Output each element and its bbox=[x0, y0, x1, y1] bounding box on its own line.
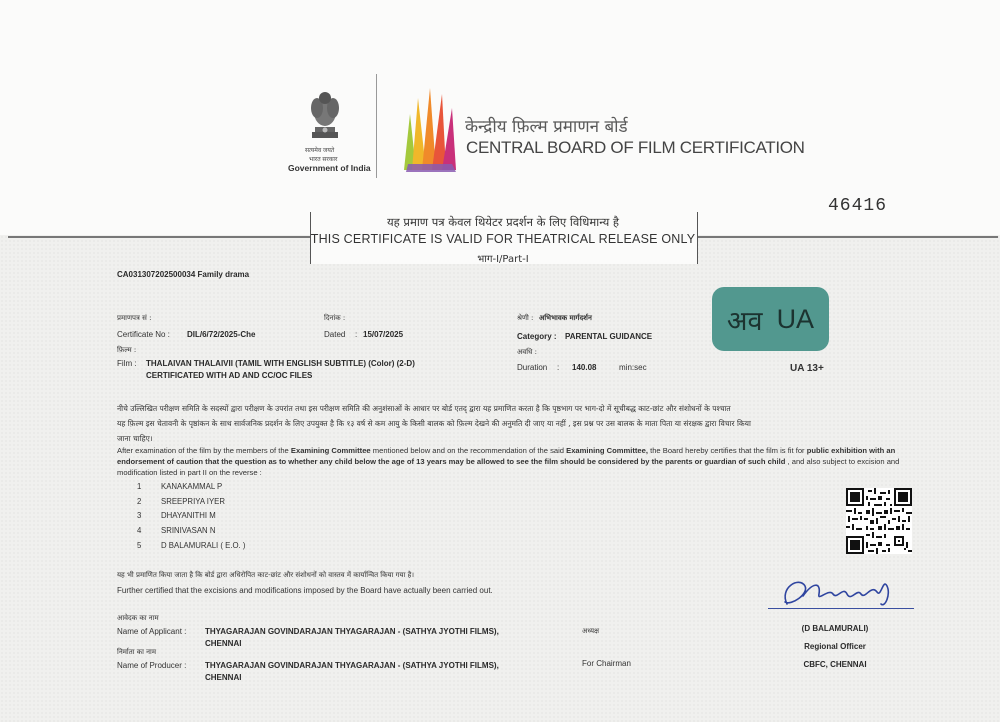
duration-separator: : bbox=[557, 363, 560, 372]
applicant-label-hindi: आवेदक का नाम bbox=[117, 614, 159, 622]
application-reference: CA031307202500034 Family drama bbox=[117, 270, 250, 279]
part-label: भाग-I/Part-I bbox=[477, 254, 529, 265]
govt-english-label: Government of India bbox=[288, 163, 371, 173]
signature-line bbox=[768, 608, 914, 609]
officer-title: Regional Officer bbox=[804, 642, 866, 651]
category-value-hindi: अभिभावक मार्गदर्शन bbox=[539, 314, 592, 322]
date-label-hindi: दिनांक : bbox=[324, 314, 346, 322]
further-certified-hindi: यह भी प्रमाणित किया जाता है कि बोर्ड द्वारा अधिरोपित काट-छांट और संशोधनों को वास्तव में कार्यान्वित किया गया है। bbox=[117, 571, 415, 579]
emblem-motto: सत्यमेव जयते bbox=[305, 148, 335, 154]
certificate-no-label: Certificate No : bbox=[117, 330, 170, 339]
further-certified-english: Further certified that the excisions and modifications imposed by the Board have actually been carried out. bbox=[117, 586, 493, 595]
applicant-name-line1: THYAGARAJAN GOVINDARAJAN THYAGARAJAN - (SATHYA JYOTHI FILMS), bbox=[205, 627, 499, 636]
applicant-label: Name of Applicant : bbox=[117, 627, 187, 636]
rating-age: UA 13+ bbox=[790, 363, 824, 374]
producer-name-line1: THYAGARAJAN GOVINDARAJAN THYAGARAJAN - (SATHYA JYOTHI FILMS), bbox=[205, 661, 499, 670]
film-label-hindi: फ़िल्म : bbox=[117, 346, 137, 354]
committee-member: 4 SRINIVASAN N bbox=[137, 526, 216, 536]
rating-code: UA bbox=[776, 303, 815, 334]
validity-text-hindi: यह प्रमाण पत्र केवल थियेटर प्रदर्शन के लिए विधिमान्य है bbox=[386, 215, 620, 229]
date-separator: : bbox=[355, 330, 358, 339]
category-label: Category : bbox=[517, 332, 557, 341]
duration-value: 140.08 bbox=[572, 363, 597, 372]
national-emblem-icon bbox=[300, 88, 350, 144]
committee-list bbox=[137, 482, 245, 555]
film-title-line2: CERTIFICATED WITH AD AND CC/OC FILES bbox=[146, 371, 313, 380]
certificate-no-value: DIL/6/72/2025-Che bbox=[187, 330, 256, 339]
committee-member: 1 KANAKAMMAL P bbox=[137, 482, 223, 491]
film-title-line1: THALAIVAN THALAIVII (TAMIL WITH ENGLISH SUBTITLE) (Color) (2-D) bbox=[146, 359, 415, 368]
board-name-hindi: केन्द्रीय फ़िल्म प्रमाणन बोर्ड bbox=[465, 117, 628, 137]
english-certification-paragraph: After examination of the film by the members of the Examining Committee mentioned below and on the recommendation of the said Examining Committee, the Board hereby certifies that the film is fit for public exhibition with an endorsement of caution that the question as to whether any child below the age of 13 years may be allowed to see the film should be considered by the parents or guardian of such child , and also subject to excision and modification listed in part II on the reverse : bbox=[117, 446, 900, 477]
committee-member: 3 DHAYANITHI M bbox=[137, 511, 216, 521]
board-name-english: CENTRAL BOARD OF FILM CERTIFICATION bbox=[466, 138, 805, 157]
officer-name: (D BALAMURALI) bbox=[801, 624, 869, 633]
govt-hindi-label: भारत सरकार bbox=[309, 157, 338, 163]
hindi-paragraph-line3: जाना चाहिए। bbox=[117, 434, 153, 443]
cbfc-logo-icon bbox=[402, 84, 458, 174]
rating-hindi: अव bbox=[726, 305, 763, 337]
category-value: PARENTAL GUIDANCE bbox=[565, 332, 653, 341]
qr-code-icon bbox=[846, 488, 912, 554]
category-label-hindi: श्रेणी : bbox=[517, 314, 534, 322]
validity-text-english: THIS CERTIFICATE IS VALID FOR THEATRICAL RELEASE ONLY bbox=[310, 232, 696, 246]
producer-label-hindi: निर्माता का नाम bbox=[117, 648, 157, 656]
applicant-name-line2: CHENNAI bbox=[205, 639, 242, 648]
duration-label-hindi: अवधि : bbox=[517, 348, 537, 356]
film-label: Film : bbox=[117, 359, 137, 368]
duration-unit: min:sec bbox=[619, 363, 647, 372]
header-divider bbox=[376, 74, 377, 178]
serial-number: 46416 bbox=[828, 196, 888, 216]
rating-badge bbox=[712, 287, 829, 351]
date-label: Dated bbox=[324, 330, 346, 339]
date-value: 15/07/2025 bbox=[363, 330, 404, 339]
committee-member: 2 SREEPRIYA IYER bbox=[137, 496, 225, 506]
committee-member: 5 D BALAMURALI ( E.O. ) bbox=[137, 540, 246, 550]
producer-label: Name of Producer : bbox=[117, 661, 187, 670]
certificate-no-label-hindi: प्रमाणपत्र सं : bbox=[117, 314, 152, 322]
chairman-label: For Chairman bbox=[582, 659, 631, 668]
officer-organization: CBFC, CHENNAI bbox=[803, 660, 867, 669]
duration-label: Duration bbox=[517, 363, 548, 372]
producer-name-line2: CHENNAI bbox=[205, 673, 242, 682]
chairman-label-hindi: अध्यक्ष bbox=[582, 627, 600, 635]
hindi-paragraph-line2: यह फ़िल्म इस चेतावनी के पृष्ठांकन के साथ सार्वजनिक प्रदर्शन के लिए उपयुक्त है कि १३ वर्ष से कम आयु के किसी बालक को फ़िल्म देखने की अनुमति दी जाए या नहीं , इस प्रश्न पर उस बालक के माता पिता या संरक्षक द्वारा विचार किया bbox=[117, 419, 751, 428]
hindi-paragraph-line1: नीचे उल्लिखित परीक्षण समिति के सदस्यों द्वारा परीक्षण के उपरांत तथा इस परीक्षण समिति की अनुशंसाओं के आधार पर बोर्ड एतद् द्वारा यह प्रमाणित करता है कि पृष्ठभाग पर भाग-दो में सूचीबद्ध काट-छांट और संशोधनों के पश्चात bbox=[117, 404, 731, 413]
